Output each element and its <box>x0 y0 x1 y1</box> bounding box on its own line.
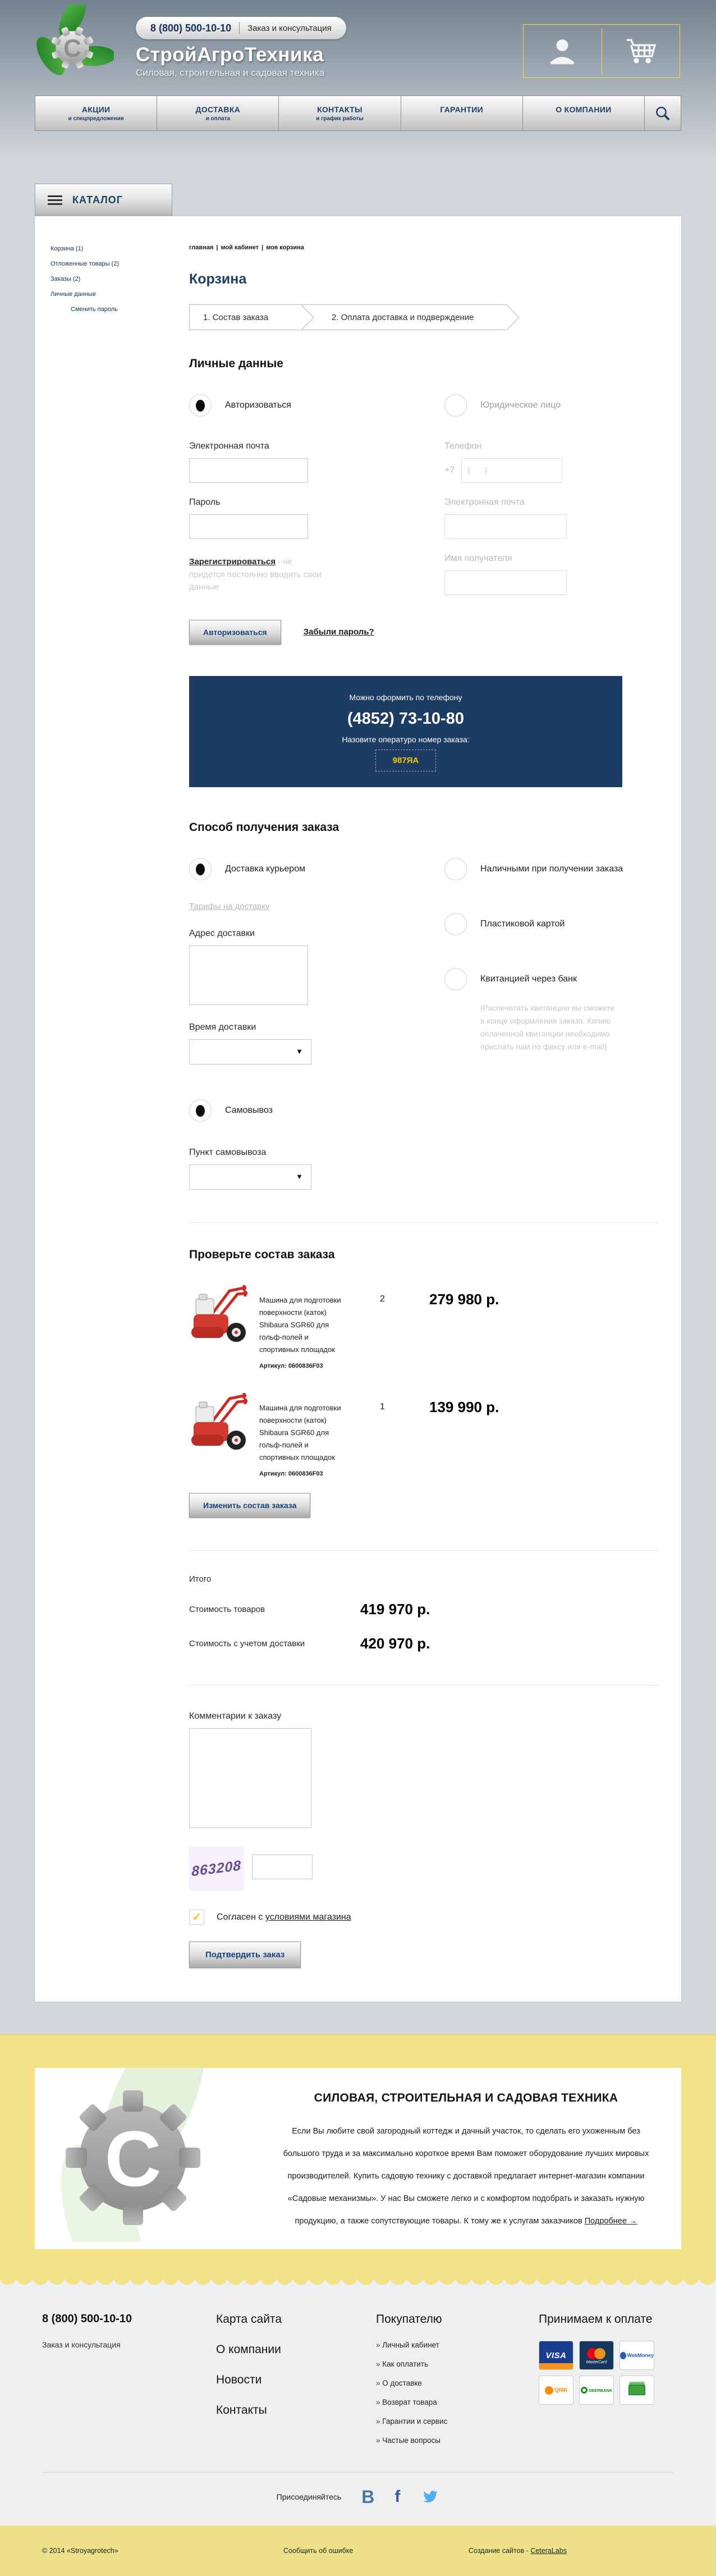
edit-order-button[interactable]: Изменить состав заказа <box>189 1493 310 1518</box>
captcha-row <box>189 1847 659 1890</box>
visa-icon <box>539 2341 573 2370</box>
divider <box>189 1550 659 1551</box>
site-title: СтройАгроТехника <box>136 44 324 66</box>
product-image <box>189 1282 259 1352</box>
sidebar-item-orders[interactable]: Заказы (2) <box>51 276 81 282</box>
radio-pickup-label: Самовывоз <box>225 1105 273 1115</box>
about-more-link[interactable]: Подробнее → <box>584 2216 637 2226</box>
captcha-image <box>189 1847 244 1890</box>
forgot-password-link[interactable]: Забыли пароль? <box>303 627 374 637</box>
delivery-time-label: Время доставки <box>189 1022 256 1032</box>
address-textarea[interactable] <box>189 946 308 1005</box>
mastercard-circles <box>587 2348 606 2359</box>
mastercard-icon <box>579 2341 614 2370</box>
sidebar-item-cart[interactable]: Корзина (1) <box>51 245 84 252</box>
radio-cash-label: Наличными при получении заказа <box>480 864 623 874</box>
facebook-icon[interactable]: f <box>394 2487 401 2506</box>
radio-card-label: Пластиковой картой <box>480 919 565 929</box>
buyer-heading: Покупателю <box>376 2313 442 2326</box>
password-label: Пароль <box>189 497 221 507</box>
comments-label: Комментарии к заказу <box>189 1711 282 1721</box>
product-image-icon <box>189 1390 251 1457</box>
recipient-email-label: Электронная почта <box>444 497 525 507</box>
delivery-heading: Способ получения заказа <box>189 820 339 834</box>
qiwi-icon: Q QIWI <box>539 2376 573 2405</box>
order-code-badge: 987ЯА <box>375 750 437 771</box>
product-sku: Артикул: 0600836F03 <box>259 1362 323 1369</box>
delivery-left-col <box>189 858 444 1190</box>
divider <box>189 1685 659 1686</box>
radio-authorize-row <box>189 394 444 417</box>
payment-heading: Принимаем к оплате <box>539 2313 653 2326</box>
radio-receipt-row <box>444 968 659 990</box>
login-button[interactable]: Авторизоваться <box>189 620 281 645</box>
product-info <box>259 1390 380 1477</box>
product-quantity: 2 <box>380 1294 385 1304</box>
cart-icon <box>625 37 657 65</box>
delivery-time-select[interactable] <box>189 1039 311 1065</box>
catalog-label: КАТАЛОГ <box>72 194 123 205</box>
radio-authorize[interactable] <box>189 394 212 417</box>
white-panel <box>35 216 681 2002</box>
phone-field[interactable] <box>461 458 562 483</box>
phone-prefix: +7 <box>444 465 455 475</box>
breadcrumb-separator: | <box>261 244 264 251</box>
breadcrumb-home[interactable]: главная <box>189 244 214 251</box>
webmoney-icon: W WebMoney <box>619 2341 654 2370</box>
sberbank-icon <box>579 2376 614 2405</box>
radio-authorize-label: Авторизоваться <box>225 400 291 410</box>
header-phone-pill <box>136 17 346 39</box>
personal-columns <box>189 394 659 645</box>
breadcrumb-separator: | <box>216 244 218 251</box>
register-note: - не придется постоянно вводить свои данные <box>189 557 322 592</box>
receipt-note: (Распечатать квитанцию вы сможете в конце оформления заказа. Копию оплаченной квитанции необходимо прислать нам по факсу или e-mail) <box>480 1003 615 1051</box>
radio-courier-row <box>189 858 444 880</box>
top-area <box>0 0 716 159</box>
step-payment-confirm[interactable]: 2. Оплата доставка и подверждение <box>302 304 507 330</box>
radio-cash-row <box>444 858 659 880</box>
nav-item-contacts[interactable] <box>279 96 401 130</box>
about-card <box>35 2068 681 2249</box>
total-row <box>189 1635 659 1652</box>
select-arrow-icon: ▼ <box>296 1172 303 1181</box>
nav-item-sublabel: и спецпредложения <box>68 115 124 122</box>
radio-receipt-label: Квитанцией через банк <box>480 974 577 984</box>
payment-methods <box>539 2341 654 2405</box>
pickup-point-select[interactable] <box>189 1164 311 1190</box>
infobox-line2: Назовите опературо номер заказа: <box>342 734 470 744</box>
select-arrow-icon: ▼ <box>296 1047 303 1056</box>
account-cart-box <box>523 24 680 78</box>
radio-courier-label: Доставка курьером <box>225 864 306 874</box>
footer-buyer-col <box>376 2313 539 2455</box>
footer-contact-col <box>42 2313 216 2455</box>
agree-row <box>189 1910 659 1925</box>
credits-text: Создание сайтов - <box>469 2547 531 2555</box>
checkout-steps <box>189 304 659 330</box>
personal-left-col <box>189 394 444 645</box>
nav-item-sublabel: и оплата <box>205 115 231 122</box>
delivery-columns <box>189 858 659 1190</box>
product-name: Машина для подготовки поверхности (каток) Shibaura SGR60 для гольф-полей и спортивных площадок <box>259 1295 341 1354</box>
svg-text:C: C <box>63 35 82 63</box>
radio-courier[interactable] <box>189 858 212 880</box>
cash-icon <box>619 2376 654 2405</box>
product-image <box>189 1390 259 1460</box>
store-terms-link[interactable]: условиями магазина <box>265 1912 351 1922</box>
webmoney-label: WebMoney <box>627 2353 654 2359</box>
header-phone: 8 (800) 500-10-10 <box>150 22 232 34</box>
pickup-point-label: Пункт самовывоза <box>189 1147 267 1157</box>
totals-block <box>189 1574 659 1652</box>
product-price: 279 980 р. <box>429 1290 499 1308</box>
cart-button[interactable] <box>602 25 680 77</box>
page-title: Корзина <box>189 271 247 287</box>
footer-payment-col <box>539 2313 654 2455</box>
divider <box>189 1222 659 1223</box>
about-paragraph <box>282 2121 650 2232</box>
email-field[interactable] <box>189 458 308 483</box>
register-link[interactable]: Зарегистрироваться <box>189 557 276 567</box>
login-button-row <box>189 620 444 645</box>
catalog-button[interactable] <box>35 184 172 216</box>
logo-icon <box>31 4 114 88</box>
site-subtitle: Силовая, строительная и садовая техника <box>136 67 325 78</box>
order-item-row <box>189 1390 659 1477</box>
nav-item-sublabel: и график работы <box>316 115 364 122</box>
buyer-link-cabinet[interactable]: » Личный кабинет <box>376 2341 539 2349</box>
main-column <box>172 216 681 2002</box>
radio-pickup[interactable] <box>189 1099 212 1122</box>
main-nav <box>35 95 681 131</box>
subtotal-value: 419 970 р. <box>360 1601 430 1618</box>
twitter-icon[interactable] <box>420 2487 439 2506</box>
qiwi-label: QIWI <box>554 2387 567 2394</box>
radio-legal-label: Юридическое лицо <box>480 400 561 410</box>
footer-link-contacts[interactable]: Контакты <box>216 2404 267 2417</box>
site-footer <box>0 2280 716 2576</box>
about-body-text: Если Вы любите свой загородный коттедж и дачный участок, то сделать его ухоженным без большого труда и за максимально короткое время Вам поможет оборудование лучших мировых производителей. Купить садовую технику с доставкой предлагает интернет-магазин компании «Садовые механизмы». У нас Вы сможете легко и с комфортом подобрать и заказать нужную продукцию, а также сопутствующие товары. К тому же к услугам заказчиков <box>283 2127 649 2226</box>
buyer-link-delivery[interactable]: » О доставке <box>376 2379 539 2387</box>
nav-item-warranty[interactable] <box>401 96 523 130</box>
subtotal-label: Стоимость товаров <box>189 1605 265 1615</box>
buyer-link-returns[interactable]: » Возврат товара <box>376 2398 539 2406</box>
nav-item-label: ДОСТАВКА <box>195 104 241 114</box>
radio-receipt[interactable] <box>444 968 467 990</box>
sidebar-item-deferred[interactable]: Отложенные товары (2) <box>51 261 119 267</box>
footer-phone-note: Заказ и консультация <box>42 2340 121 2350</box>
footer-columns <box>0 2289 716 2455</box>
buyer-links <box>376 2341 539 2445</box>
site-logo[interactable] <box>31 4 115 88</box>
address-label: Адрес доставки <box>189 928 255 938</box>
credits <box>469 2547 567 2555</box>
about-logo-icon <box>35 2068 276 2242</box>
credits-link[interactable]: CeteraLabs <box>530 2547 567 2555</box>
step-order-contents[interactable]: 1. Состав заказа <box>189 304 301 330</box>
infobox-phone: (4852) 73-10-80 <box>347 709 464 728</box>
scallop-edge <box>0 2280 716 2289</box>
email-label: Электронная почта <box>189 441 269 451</box>
sberbank-label: SBERBANK <box>588 2387 613 2393</box>
recipient-name-label: Имя получателя <box>444 554 512 563</box>
about-logo <box>35 2068 276 2249</box>
footer-links-col <box>216 2313 376 2455</box>
search-icon <box>654 105 671 122</box>
search-button[interactable] <box>645 96 681 130</box>
recipient-email-field[interactable] <box>444 514 567 539</box>
twitter-bird-icon <box>420 2487 439 2506</box>
buyer-link-warranty[interactable]: » Гарантии и сервис <box>376 2417 539 2426</box>
breadcrumb-cart[interactable]: моя корзина <box>266 244 304 251</box>
vk-icon[interactable]: B <box>361 2487 375 2508</box>
comments-textarea[interactable] <box>189 1728 311 1828</box>
social-row <box>0 2473 716 2525</box>
radio-cash[interactable] <box>444 858 467 880</box>
agree-text <box>217 1912 351 1922</box>
nav-item-delivery[interactable] <box>157 96 279 130</box>
product-price: 139 990 р. <box>429 1398 499 1415</box>
password-field[interactable] <box>189 514 308 539</box>
footer-link-news[interactable]: Новости <box>216 2373 262 2387</box>
user-icon <box>548 36 577 66</box>
order-item-row <box>189 1282 659 1369</box>
confirm-order-button[interactable]: Подтвердить заказ <box>189 1942 301 1968</box>
captcha-text: 863208 <box>191 1857 242 1880</box>
user-account-button[interactable] <box>524 25 602 77</box>
nav-item-label: ГАРАНТИИ <box>440 104 483 114</box>
order-review-heading: Проверьте состав заказа <box>189 1248 335 1261</box>
breadcrumb-cabinet[interactable]: мой кабинет <box>221 244 259 251</box>
product-name: Машина для подготовки поверхности (каток) Shibaura SGR60 для гольф-полей и спортивных площадок <box>259 1403 341 1462</box>
product-info <box>259 1282 380 1369</box>
hamburger-icon <box>48 193 62 207</box>
total-value: 420 970 р. <box>360 1635 430 1652</box>
nav-item-label: КОНТАКТЫ <box>317 104 362 114</box>
total-label: Стоимость с учетом доставки <box>189 1639 305 1649</box>
bottom-bar <box>0 2525 716 2576</box>
sidebar-item-personal[interactable]: Личные данные <box>51 291 96 298</box>
svg-text:C: C <box>104 2114 162 2203</box>
recipient-name-field[interactable] <box>444 570 567 595</box>
totals-heading: Итого <box>189 1574 212 1584</box>
radio-card[interactable] <box>444 913 467 935</box>
mastercard-label: MasterCard <box>586 2360 607 2364</box>
product-sku: Артикул: 0600836F03 <box>259 1470 323 1478</box>
footer-link-sitemap[interactable]: Карта сайта <box>216 2313 282 2326</box>
radio-legal-row <box>444 394 659 417</box>
nav-item-label: О КОМПАНИИ <box>556 104 612 114</box>
agree-checkbox[interactable]: ✓ <box>189 1910 204 1925</box>
visa-label: VISA <box>545 2350 567 2360</box>
about-text-block <box>276 2068 681 2249</box>
personal-right-col <box>444 394 659 595</box>
footer-phone: 8 (800) 500-10-10 <box>42 2313 132 2326</box>
sidebar <box>35 216 172 2002</box>
copyright: © 2014 «Stroyagrotech» <box>42 2547 118 2555</box>
header-phone-note: Заказ и консультация <box>247 23 332 33</box>
register-line <box>189 556 324 594</box>
product-image-icon <box>189 1282 251 1349</box>
sidebar-item-change-password[interactable]: Сменить пароль <box>71 306 118 313</box>
subtotal-row <box>189 1601 659 1618</box>
pill-divider <box>239 22 240 34</box>
buyer-link-faq[interactable]: » Частые вопросы <box>376 2436 539 2445</box>
nav-item-about[interactable] <box>523 96 645 130</box>
content-area <box>0 184 716 2034</box>
buyer-link-payment[interactable]: » Как оплатить <box>376 2360 539 2368</box>
nav-item-label: АКЦИИ <box>81 104 111 114</box>
delivery-right-col <box>444 858 659 1053</box>
delivery-tariffs-link[interactable]: Тарифы на доставку <box>189 901 270 911</box>
radio-pickup-row <box>189 1099 444 1122</box>
product-quantity: 1 <box>380 1401 385 1412</box>
radio-legal-entity[interactable] <box>444 394 467 417</box>
footer-link-company[interactable]: О компании <box>216 2343 281 2356</box>
personal-data-heading: Личные данные <box>189 357 283 370</box>
report-error-link[interactable]: Сообщить об ошибке <box>283 2547 354 2555</box>
phone-order-infobox <box>189 676 622 787</box>
breadcrumb <box>189 244 659 251</box>
about-band <box>0 2034 716 2280</box>
captcha-input[interactable] <box>252 1855 313 1879</box>
about-heading: СИЛОВАЯ, СТРОИТЕЛЬНАЯ И САДОВАЯ ТЕХНИКА <box>314 2091 618 2104</box>
site-header <box>0 0 716 89</box>
phone-row <box>444 458 659 483</box>
phone-label: Телефон <box>444 441 482 451</box>
infobox-line1: Можно оформить по телефону <box>349 692 462 702</box>
agree-prefix: Согласен с <box>217 1912 265 1922</box>
radio-card-row <box>444 913 659 935</box>
join-label: Присоединяйтесь <box>276 2492 342 2502</box>
nav-item-promos[interactable] <box>35 96 157 130</box>
